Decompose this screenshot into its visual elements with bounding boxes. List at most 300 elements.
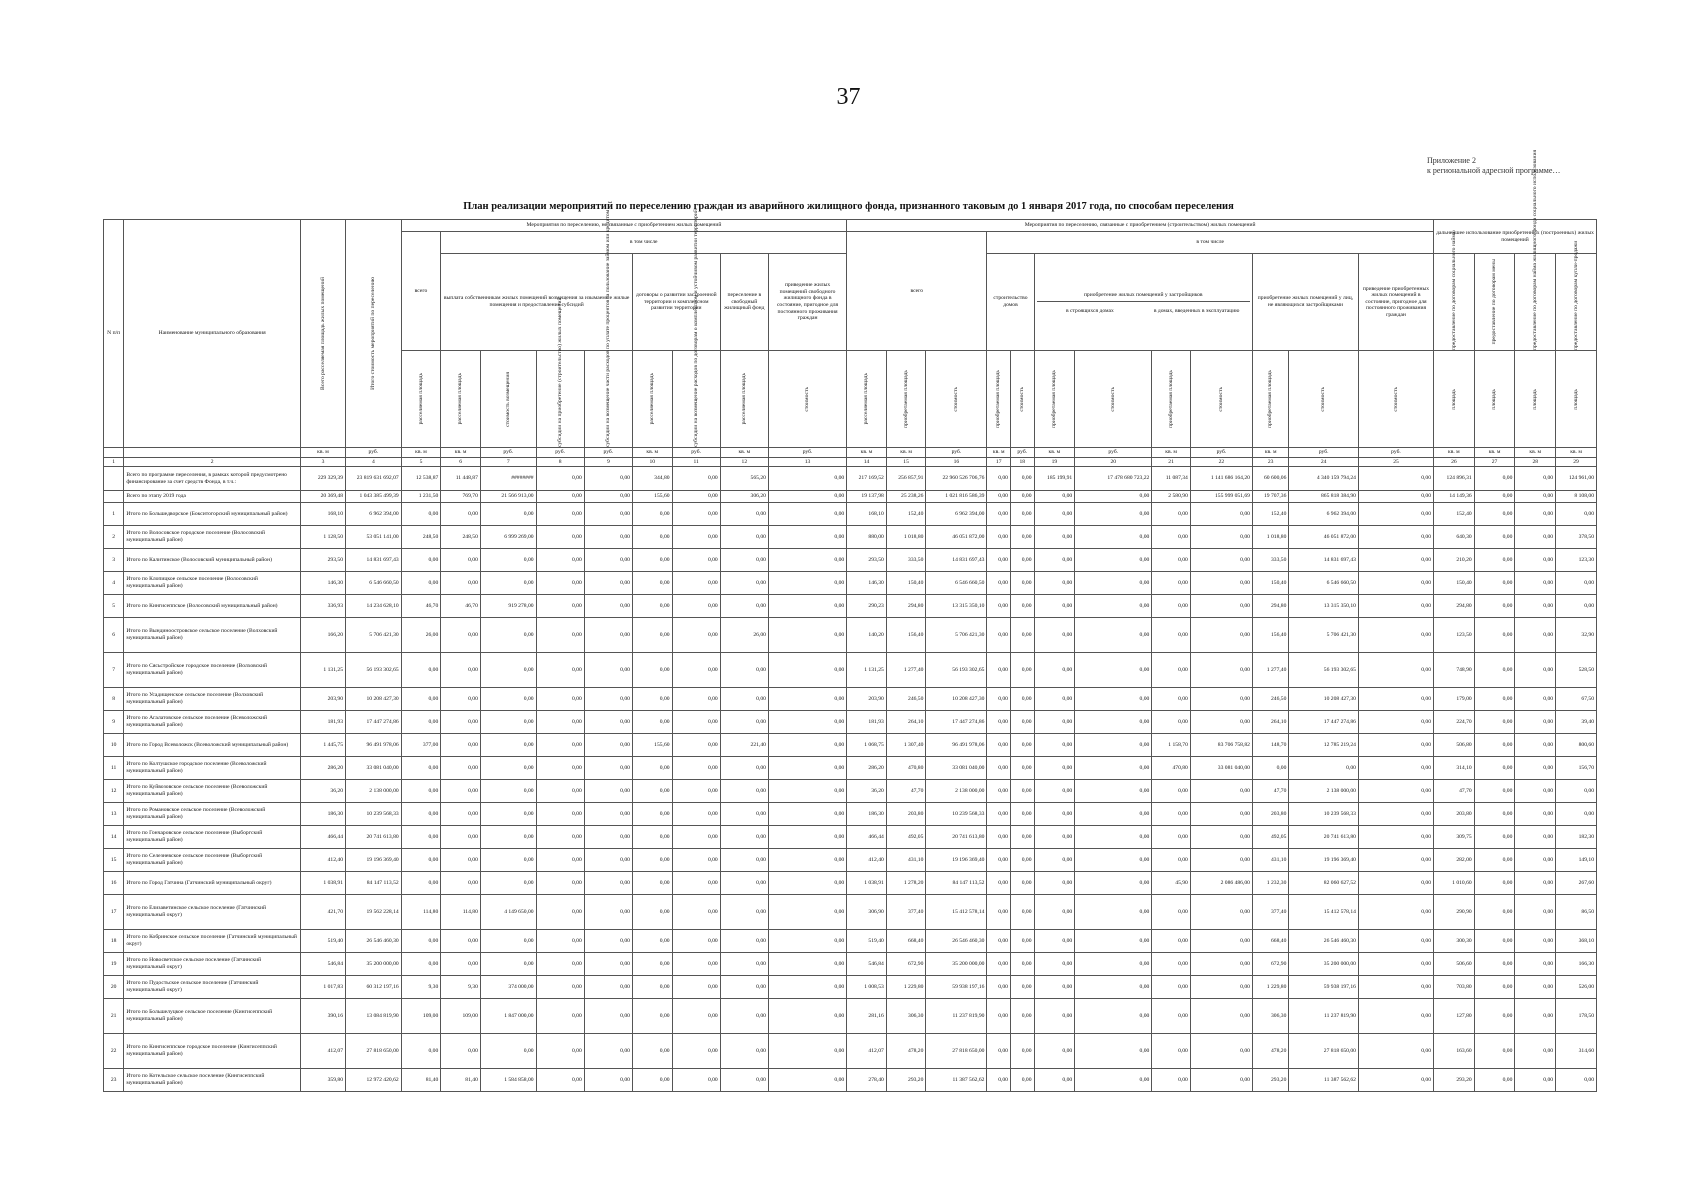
header-all-b: всего — [847, 232, 987, 351]
value-cell: 1 445,75 — [301, 734, 346, 757]
value-cell: 0,00 — [672, 595, 720, 618]
value-cell: 83 706 758,82 — [1190, 734, 1252, 757]
value-cell: 0,00 — [720, 826, 768, 849]
value-cell: 150,40 — [886, 572, 926, 595]
value-cell: 0,00 — [768, 618, 846, 653]
value-cell: 0,00 — [584, 711, 632, 734]
value-cell: 0,00 — [1474, 803, 1515, 826]
value-cell: 0,00 — [1474, 688, 1515, 711]
value-cell: 0,00 — [480, 688, 536, 711]
row-number: 14 — [104, 826, 124, 849]
value-cell: 0,00 — [1034, 872, 1075, 895]
value-cell: 56 193 302,65 — [346, 653, 402, 688]
value-cell: 0,00 — [584, 976, 632, 999]
value-cell: 0,00 — [672, 526, 720, 549]
value-cell: 1 021 816 586,39 — [926, 491, 987, 503]
row-number: 3 — [104, 549, 124, 572]
value-cell: 0,00 — [1075, 734, 1152, 757]
value-cell: 0,00 — [1010, 780, 1034, 803]
value-cell: 0,00 — [1474, 549, 1515, 572]
value-cell: 0,00 — [1515, 757, 1556, 780]
value-cell: 11 387 562,62 — [926, 1069, 987, 1092]
value-cell: 0,00 — [768, 803, 846, 826]
table-row — [104, 711, 1597, 734]
value-cell: 1 158,70 — [1152, 734, 1191, 757]
sub-c8: субсидии на приобретение (строительство) жилых помещений — [536, 351, 584, 448]
value-cell: 0,00 — [672, 803, 720, 826]
value-cell: 0,00 — [672, 999, 720, 1034]
value-cell: 0,00 — [1034, 526, 1075, 549]
column-number-cell: 27 — [1474, 458, 1515, 467]
value-cell: 278,40 — [847, 1069, 887, 1092]
unit-cell: руб. — [584, 448, 632, 458]
value-cell: 229 329,39 — [301, 467, 346, 491]
value-cell: 0,00 — [1034, 503, 1075, 526]
value-cell: 0,00 — [768, 503, 846, 526]
value-cell: 0,00 — [1474, 711, 1515, 734]
value-cell: 12 785 219,24 — [1289, 734, 1359, 757]
value-cell: 0,00 — [632, 895, 672, 930]
value-cell: 0,00 — [632, 653, 672, 688]
value-cell: 0,00 — [987, 803, 1011, 826]
value-cell: 528,50 — [1556, 653, 1597, 688]
value-cell: 203,80 — [1434, 803, 1475, 826]
value-cell: 378,50 — [1556, 526, 1597, 549]
value-cell: 1 584 858,00 — [480, 1069, 536, 1092]
value-cell: 0,00 — [720, 595, 768, 618]
value-cell: 0,00 — [1034, 688, 1075, 711]
value-cell: 0,00 — [1075, 549, 1152, 572]
value-cell: 148,70 — [1252, 734, 1288, 757]
column-number-cell: 19 — [1034, 458, 1075, 467]
value-cell: 0,00 — [720, 976, 768, 999]
value-cell: 0,00 — [401, 757, 441, 780]
value-cell: 0,00 — [1010, 803, 1034, 826]
value-cell: 35 200 000,00 — [926, 953, 987, 976]
value-cell: 0,00 — [768, 872, 846, 895]
value-cell: 155,60 — [632, 734, 672, 757]
value-cell: 640,30 — [1434, 526, 1475, 549]
value-cell: 0,00 — [1556, 503, 1597, 526]
value-cell: 178,50 — [1556, 999, 1597, 1034]
value-cell: 2 138 000,00 — [926, 780, 987, 803]
value-cell: 166,30 — [1556, 953, 1597, 976]
value-cell: 0,00 — [480, 572, 536, 595]
row-number: 20 — [104, 976, 124, 999]
value-cell: 506,80 — [1434, 734, 1475, 757]
value-cell: 2 138 000,00 — [346, 780, 402, 803]
value-cell: 344,80 — [632, 467, 672, 491]
value-cell: 0,00 — [1190, 930, 1252, 953]
municipality-name: Итого по Большелуцкое сельское поселение (Кингисеппский муниципальный район) — [124, 999, 301, 1034]
value-cell: 0,00 — [536, 930, 584, 953]
value-cell: 0,00 — [536, 491, 584, 503]
row-number: 1 — [104, 503, 124, 526]
unit-cell: руб. — [1010, 448, 1034, 458]
value-cell: 179,00 — [1434, 688, 1475, 711]
value-cell: 0,00 — [1474, 572, 1515, 595]
header-in-building: в строящихся домах — [1065, 307, 1114, 314]
value-cell: 377,00 — [401, 734, 441, 757]
value-cell: 0,00 — [1075, 976, 1152, 999]
column-number-cell: 22 — [1190, 458, 1252, 467]
sub-c28: площадь — [1515, 351, 1556, 448]
value-cell: 0,00 — [1190, 1034, 1252, 1069]
value-cell: 0,00 — [1152, 803, 1191, 826]
value-cell: 0,00 — [768, 895, 846, 930]
value-cell: 1 018,80 — [886, 526, 926, 549]
value-cell: 12 538,87 — [401, 467, 441, 491]
value-cell: 0,00 — [1010, 895, 1034, 930]
value-cell: 0,00 — [672, 688, 720, 711]
value-cell: 203,90 — [301, 688, 346, 711]
value-cell: 0,00 — [536, 953, 584, 976]
row-number — [104, 467, 124, 491]
header-name: Наименование муниципального образования — [124, 220, 301, 448]
table-row — [104, 1069, 1597, 1092]
value-cell: 123,30 — [1556, 549, 1597, 572]
unit-cell: кв. м — [1515, 448, 1556, 458]
value-cell: 0,00 — [1010, 688, 1034, 711]
row-number: 21 — [104, 999, 124, 1034]
value-cell: 0,00 — [480, 549, 536, 572]
value-cell: 246,50 — [1252, 688, 1288, 711]
value-cell: 0,00 — [1515, 653, 1556, 688]
value-cell: 0,00 — [536, 895, 584, 930]
value-cell: 146,30 — [847, 572, 887, 595]
value-cell: 0,00 — [720, 1069, 768, 1092]
value-cell: 0,00 — [1515, 1069, 1556, 1092]
value-cell: 0,00 — [441, 872, 481, 895]
value-cell: 0,00 — [987, 503, 1011, 526]
value-cell: 0,00 — [1556, 572, 1597, 595]
value-cell: 19 196 369,40 — [1289, 849, 1359, 872]
header-group-further-use: дальнейшее использование приобретенных (построенных) жилых помещений — [1434, 220, 1597, 254]
value-cell: 0,00 — [1556, 780, 1597, 803]
table-row — [104, 780, 1597, 803]
value-cell: 156,70 — [1556, 757, 1597, 780]
value-cell: 0,00 — [672, 734, 720, 757]
value-cell: 0,00 — [1034, 930, 1075, 953]
value-cell: 0,00 — [1474, 780, 1515, 803]
unit-cell: руб. — [480, 448, 536, 458]
value-cell: 0,00 — [1358, 572, 1433, 595]
table-row — [104, 549, 1597, 572]
value-cell: 0,00 — [1010, 976, 1034, 999]
value-cell: 84 147 113,52 — [926, 872, 987, 895]
value-cell: 10 239 568,33 — [346, 803, 402, 826]
value-cell: 0,00 — [1034, 1069, 1075, 1092]
value-cell: 0,00 — [441, 930, 481, 953]
value-cell: 11 237 819,90 — [926, 999, 987, 1034]
value-cell: 0,00 — [1075, 930, 1152, 953]
value-cell: 2 138 000,00 — [1289, 780, 1359, 803]
value-cell: 0,00 — [768, 976, 846, 999]
value-cell: 0,00 — [1152, 572, 1191, 595]
value-cell: 0,00 — [1358, 999, 1433, 1034]
header-incl-a: в том числе — [441, 232, 847, 254]
value-cell: 149,10 — [1556, 849, 1597, 872]
value-cell: 0,00 — [1075, 849, 1152, 872]
value-cell: 0,00 — [1515, 572, 1556, 595]
value-cell: 6 962 394,00 — [1289, 503, 1359, 526]
value-cell: 0,00 — [480, 803, 536, 826]
value-cell: 0,00 — [768, 780, 846, 803]
value-cell: 0,00 — [441, 1034, 481, 1069]
value-cell: 0,00 — [1358, 872, 1433, 895]
value-cell: 0,00 — [1152, 953, 1191, 976]
value-cell: 0,00 — [1474, 734, 1515, 757]
value-cell: 59 938 197,16 — [926, 976, 987, 999]
value-cell: 14 149,36 — [1434, 491, 1475, 503]
column-number-cell: 18 — [1010, 458, 1034, 467]
value-cell: 0,00 — [1358, 849, 1433, 872]
value-cell: 0,00 — [1034, 572, 1075, 595]
value-cell: 168,10 — [301, 503, 346, 526]
value-cell: 0,00 — [536, 595, 584, 618]
value-cell: 0,00 — [441, 780, 481, 803]
value-cell: 0,00 — [672, 826, 720, 849]
value-cell: 0,00 — [1075, 653, 1152, 688]
value-cell: 0,00 — [987, 491, 1011, 503]
value-cell: 0,00 — [1034, 653, 1075, 688]
table-row — [104, 618, 1597, 653]
column-number-cell: 8 — [536, 458, 584, 467]
value-cell: 0,00 — [1556, 1069, 1597, 1092]
value-cell: 221,40 — [720, 734, 768, 757]
row-number: 10 — [104, 734, 124, 757]
value-cell: 668,40 — [886, 930, 926, 953]
value-cell: 0,00 — [672, 618, 720, 653]
value-cell: 293,20 — [886, 1069, 926, 1092]
value-cell: 0,00 — [441, 653, 481, 688]
value-cell: 0,00 — [1075, 503, 1152, 526]
value-cell: 0,00 — [768, 653, 846, 688]
sub-c19: приобретаемая площадь — [1034, 351, 1075, 448]
value-cell: 1 307,40 — [886, 734, 926, 757]
value-cell: 0,00 — [584, 953, 632, 976]
value-cell: 286,20 — [301, 757, 346, 780]
value-cell: 1 008,53 — [847, 976, 887, 999]
value-cell: 293,50 — [847, 549, 887, 572]
value-cell: 11 387 562,62 — [1289, 1069, 1359, 1092]
unit-cell: кв. м — [886, 448, 926, 458]
sub-c20: стоимость — [1075, 351, 1152, 448]
value-cell: 0,00 — [1034, 953, 1075, 976]
value-cell: 10 239 568,33 — [926, 803, 987, 826]
value-cell: 0,00 — [584, 491, 632, 503]
header-incl-b: в том числе — [987, 232, 1434, 254]
value-cell: 282,00 — [1434, 849, 1475, 872]
value-cell: 45,90 — [1152, 872, 1191, 895]
table-row — [104, 757, 1597, 780]
value-cell: 0,00 — [768, 688, 846, 711]
unit-cell: кв. м — [632, 448, 672, 458]
unit-cell: руб. — [672, 448, 720, 458]
header-all-a: всего — [401, 232, 441, 351]
municipality-name: Итого по Усадищенское сельское поселение (Волховский муниципальный район) — [124, 688, 301, 711]
row-number: 6 — [104, 618, 124, 653]
municipality-name: Итого по Кингисеппское городское поселение (Кингисеппский муниципальный район) — [124, 1034, 301, 1069]
value-cell: 1 038,91 — [301, 872, 346, 895]
unit-cell: руб. — [926, 448, 987, 458]
value-cell: 314,10 — [1434, 757, 1475, 780]
value-cell: 12 972 420,62 — [346, 1069, 402, 1092]
value-cell: 919 278,00 — [480, 595, 536, 618]
value-cell: 0,00 — [1515, 826, 1556, 849]
header-bringing-b: приведение приобретенных жилых помещений в состояние, пригодное для постоянного проживания граждан — [1358, 254, 1433, 351]
sub-c10: расселяемая площадь — [632, 351, 672, 448]
value-cell: 0,00 — [1010, 503, 1034, 526]
value-cell: 0,00 — [1034, 826, 1075, 849]
value-cell: 0,00 — [480, 711, 536, 734]
value-cell: 0,00 — [1075, 595, 1152, 618]
value-cell: 0,00 — [987, 734, 1011, 757]
value-cell: 0,00 — [768, 467, 846, 491]
value-cell: 0,00 — [632, 999, 672, 1034]
value-cell: 0,00 — [1515, 503, 1556, 526]
value-cell: 67,50 — [1556, 688, 1597, 711]
sub-c13: стоимость — [768, 351, 846, 448]
value-cell: 46 051 872,00 — [1289, 526, 1359, 549]
appendix-line-1: Приложение 2 — [1427, 156, 1476, 165]
column-number-cell: 14 — [847, 458, 887, 467]
row-number: 13 — [104, 803, 124, 826]
value-cell: 0,00 — [987, 688, 1011, 711]
value-cell: 478,20 — [1252, 1034, 1288, 1069]
value-cell: 314,60 — [1556, 1034, 1597, 1069]
value-cell: 0,00 — [1010, 849, 1034, 872]
row-number: 9 — [104, 711, 124, 734]
appendix-note — [1427, 156, 1560, 176]
value-cell: 0,00 — [1474, 1034, 1515, 1069]
value-cell: 11 087,34 — [1152, 467, 1191, 491]
value-cell: 0,00 — [1358, 653, 1433, 688]
unit-cell: кв. м — [1152, 448, 1191, 458]
value-cell: 27 818 650,00 — [1289, 1034, 1359, 1069]
value-cell: 140,20 — [847, 618, 887, 653]
header-payout: выплата собственникам жилых помещений возмещения за изымаемые жилые помещения и предоставление субсидий — [441, 254, 633, 351]
value-cell: 0,00 — [441, 688, 481, 711]
value-cell: 412,40 — [301, 849, 346, 872]
value-cell: 0,00 — [1474, 757, 1515, 780]
sub-c26: площадь — [1434, 351, 1475, 448]
value-cell: 6 546 660,50 — [1289, 572, 1359, 595]
value-cell: 0,00 — [480, 1034, 536, 1069]
value-cell: 309,75 — [1434, 826, 1475, 849]
value-cell: 0,00 — [672, 572, 720, 595]
unit-cell: руб. — [1075, 448, 1152, 458]
value-cell: 0,00 — [1190, 895, 1252, 930]
value-cell: 0,00 — [1474, 491, 1515, 503]
value-cell: 0,00 — [672, 467, 720, 491]
header-contracts: договоры о развитии застроенной территории и комплексном развитии территории — [632, 254, 720, 351]
header-construction: строительство домов — [987, 254, 1034, 351]
value-cell: 0,00 — [536, 688, 584, 711]
value-cell: 333,50 — [886, 549, 926, 572]
value-cell: 33 081 040,00 — [1190, 757, 1252, 780]
row-number: 2 — [104, 526, 124, 549]
value-cell: 0,00 — [1190, 711, 1252, 734]
value-cell: 59 938 197,16 — [1289, 976, 1359, 999]
table-row — [104, 688, 1597, 711]
value-cell: 0,00 — [1190, 572, 1252, 595]
column-number-cell: 10 — [632, 458, 672, 467]
value-cell: 0,00 — [1075, 895, 1152, 930]
value-cell: 0,00 — [1358, 803, 1433, 826]
value-cell: 0,00 — [720, 572, 768, 595]
value-cell: 109,00 — [401, 999, 441, 1034]
value-cell: 0,00 — [1358, 1034, 1433, 1069]
unit-cell: кв. м — [1474, 448, 1515, 458]
sub-c21: приобретаемая площадь — [1152, 351, 1191, 448]
value-cell: 0,00 — [480, 618, 536, 653]
value-cell: 0,00 — [720, 849, 768, 872]
value-cell: 0,00 — [1358, 467, 1433, 491]
value-cell: 19 707,36 — [1252, 491, 1288, 503]
value-cell: 26 546 460,30 — [1289, 930, 1359, 953]
value-cell: 0,00 — [1152, 503, 1191, 526]
value-cell: 359,80 — [301, 1069, 346, 1092]
value-cell: 0,00 — [441, 618, 481, 653]
value-cell: 0,00 — [1358, 734, 1433, 757]
row-number: 18 — [104, 930, 124, 953]
value-cell: 9,30 — [401, 976, 441, 999]
value-cell: 22 960 526 706,76 — [926, 467, 987, 491]
value-cell: 519,40 — [301, 930, 346, 953]
row-number: 15 — [104, 849, 124, 872]
column-numbers-row — [104, 458, 1597, 467]
value-cell: 377,40 — [1252, 895, 1288, 930]
value-cell: 0,00 — [1474, 849, 1515, 872]
value-cell: 1 229,80 — [886, 976, 926, 999]
value-cell: 0,00 — [1075, 803, 1152, 826]
value-cell: 127,80 — [1434, 999, 1475, 1034]
municipality-name: Итого по Вындиноостровское сельское поселение (Волховский муниципальный район) — [124, 618, 301, 653]
value-cell: 0,00 — [632, 930, 672, 953]
value-cell: 865 818 384,90 — [1289, 491, 1359, 503]
value-cell: 20 741 613,80 — [1289, 826, 1359, 849]
value-cell: 478,20 — [886, 1034, 926, 1069]
value-cell: 15 412 578,14 — [1289, 895, 1359, 930]
value-cell: 421,70 — [301, 895, 346, 930]
value-cell: 0,00 — [672, 872, 720, 895]
value-cell: 25 238,26 — [886, 491, 926, 503]
value-cell: 546,84 — [301, 953, 346, 976]
value-cell: 0,00 — [632, 1069, 672, 1092]
sub-c11: субсидии на возмещение расходов по договорам о комплексном и устойчивом развитии территорий — [672, 351, 720, 448]
sub-c27: площадь — [1474, 351, 1515, 448]
value-cell: 294,80 — [886, 595, 926, 618]
value-cell: 0,00 — [480, 826, 536, 849]
sub-c23: приобретаемая площадь — [1252, 351, 1288, 448]
sub-c6: расселяемая площадь — [441, 351, 481, 448]
value-cell: 0,00 — [584, 653, 632, 688]
value-cell: 9,30 — [441, 976, 481, 999]
value-cell: 0,00 — [672, 653, 720, 688]
value-cell: 0,00 — [987, 595, 1011, 618]
value-cell: 1 141 686 164,20 — [1190, 467, 1252, 491]
value-cell: 546,84 — [847, 953, 887, 976]
value-cell: 0,00 — [1075, 757, 1152, 780]
row-number: 5 — [104, 595, 124, 618]
value-cell: 1 043 385 499,39 — [346, 491, 402, 503]
value-cell: 17 478 680 723,22 — [1075, 467, 1152, 491]
header-in-commissioned: в домах, введенных в эксплуатацию — [1153, 307, 1240, 314]
value-cell: 0,00 — [401, 688, 441, 711]
value-cell: 0,00 — [672, 711, 720, 734]
value-cell: 0,00 — [1152, 1069, 1191, 1092]
